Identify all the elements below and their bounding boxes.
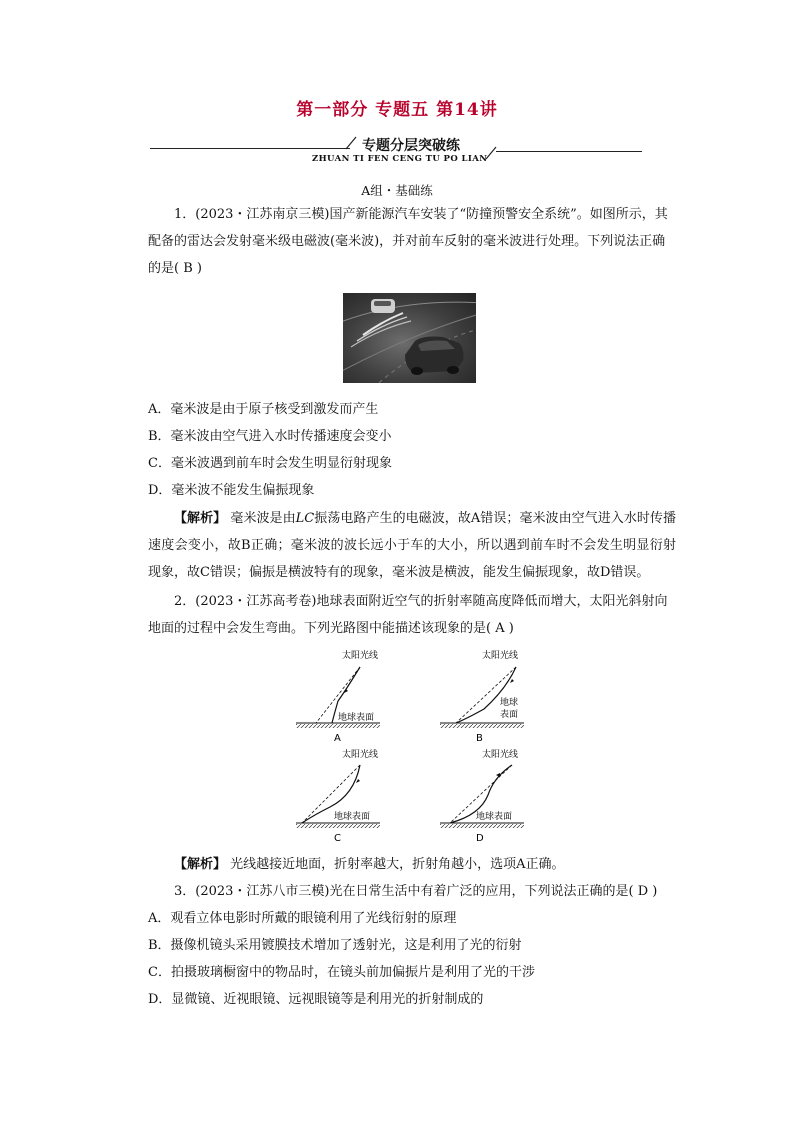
diagram-a-sunlight-label: 太阳光线	[342, 651, 379, 661]
q1-analysis-part1: 毫米波是由	[230, 511, 296, 526]
q2-line1: 2．(2023・江苏高考卷)地球表面附近空气的折射率随高度降低而增大，太阳光斜射向	[174, 594, 668, 609]
light-path-diagrams	[280, 645, 540, 850]
diagram-a	[296, 649, 380, 744]
q3-option-c: C．拍摄玻璃橱窗中的物品时，在镜头前加偏振片是利用了光的干涉	[148, 965, 535, 980]
diagram-c	[296, 748, 380, 844]
diagram-b-sunlight-label: 太阳光线	[482, 651, 519, 661]
q1-analysis-part2: 振荡电路产生的电磁波，故A错误；毫米波由空气进入水时传播速度会变小，故B正确；毫米波的波长远小于车的大小，所以遇到前车时不会发生明显衍射现象，故C错误；偏振是横波特有的现象，毫米波是横波，能发生偏振现象，故D错误。	[148, 511, 676, 580]
diagram-d	[440, 748, 524, 844]
q1-line3: 的是( B )	[148, 261, 202, 276]
group-label: A组・基础练	[361, 183, 433, 198]
diagram-b-earth-label-1: 地球	[500, 698, 519, 708]
q1-line2: 配备的雷达会发射毫米级电磁波(毫米波)，并对前车反射的毫米波进行处理。下列说法正确	[148, 234, 666, 249]
q2-line2: 地面的过程中会发生弯曲。下列光路图中能描述该现象的是( A )	[148, 621, 514, 636]
q1-option-b: B．毫米波由空气进入水时传播速度会变小	[148, 429, 392, 444]
page-title: 第一部分 专题五 第14讲	[296, 100, 498, 120]
banner-pinyin: ZHUAN TI FEN CENG TU PO LIAN	[312, 154, 488, 164]
banner-slash-left	[344, 136, 358, 150]
diagram-d-label: D	[476, 833, 484, 844]
banner-rule-right	[496, 151, 642, 152]
q2-analysis-text: 光线越接近地面，折射率越大，折射角越小，选项A正确。	[230, 857, 565, 872]
banner-title: 专题分层突破练	[362, 138, 460, 154]
q3-option-d: D．显微镜、近视眼镜、远视眼镜等是利用光的折射制成的	[148, 992, 484, 1007]
diagram-a-label: A	[334, 733, 341, 744]
q1-option-c: C．毫米波遇到前车时会发生明显衍射现象	[148, 456, 392, 471]
diagram-c-earth-label: 地球表面	[334, 812, 371, 822]
car-radar-photo	[343, 293, 476, 383]
q3-option-b: B．摄像机镜头采用镀膜技术增加了透射光，这是利用了光的衍射	[148, 938, 522, 953]
q1-analysis-tag: 【解析】	[174, 511, 227, 526]
q1-option-a: A．毫米波是由于原子核受到激发而产生	[148, 402, 379, 417]
diagram-d-earth-label: 地球表面	[476, 812, 513, 822]
diagram-c-label: C	[334, 833, 341, 844]
banner-rule-left	[150, 148, 350, 149]
q2-analysis-tag: 【解析】	[174, 857, 227, 872]
q1-option-d: D．毫米波不能发生偏振现象	[148, 483, 315, 498]
diagram-b-earth-label-2: 表面	[500, 710, 519, 720]
diagram-b	[440, 649, 524, 744]
q3-line1: 3．(2023・江苏八市三模)光在日常生活中有着广泛的应用，下列说法正确的是( D )	[174, 884, 658, 899]
diagram-c-sunlight-label: 太阳光线	[342, 750, 379, 760]
car-radar-illustration	[343, 293, 476, 383]
diagram-a-earth-label: 地球表面	[338, 713, 375, 723]
diagram-b-label: B	[476, 733, 483, 744]
q1-line1: 1．(2023・江苏南京三模)国产新能源汽车安装了“防撞预警安全系统”。如图所示，其	[174, 207, 668, 222]
q2-analysis	[148, 851, 676, 878]
q1-analysis-lc: LC	[295, 511, 315, 526]
q3-option-a: A．观看立体电影时所戴的眼镜利用了光线衍射的原理	[148, 911, 457, 926]
q1-analysis	[148, 505, 676, 586]
diagram-d-sunlight-label: 太阳光线	[482, 750, 519, 760]
